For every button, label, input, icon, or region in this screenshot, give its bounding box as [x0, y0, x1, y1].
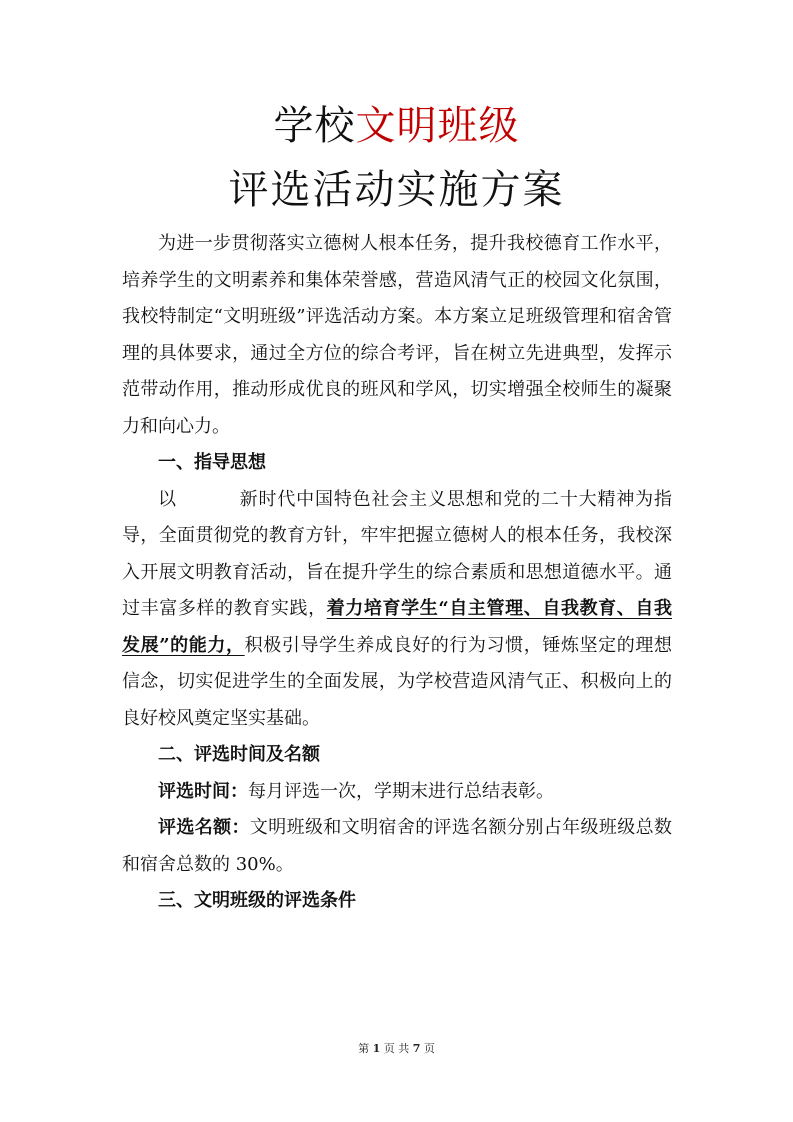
section1-part1: 新时代中国特色社会主义思想和党的二十大精神为指导，全面贯彻党的教育方针，牢牢把握立德树人的根本任务，我校深入开展文明教育活动，旨在提升学生的综合素质和思想道德水平。通过丰富多样的教育实践，: [122, 488, 673, 619]
section1-part2: 积极引导学生养成良好的行为习惯，锤炼坚定的理想信念，切实促进学生的全面发展，为学校营造风清气正、积极向上的良好校风奠定坚实基础。: [122, 634, 673, 729]
title-black-part: 学校: [273, 103, 356, 149]
section3-heading: 三、文明班级的评选条件: [158, 890, 356, 911]
document-title-line1: [0, 100, 793, 152]
footer-page-number: 1: [372, 1042, 381, 1055]
section1-underlined-text: 着力培育学生“自主管理、自我教育、自我发展”的能力，: [122, 598, 673, 656]
selection-time-label: 评选时间：: [158, 780, 248, 802]
footer-total-pages: 7: [412, 1042, 421, 1055]
section1-paragraph: [122, 482, 672, 738]
footer-suffix: 页: [423, 1042, 435, 1055]
section2-heading: 二、评选时间及名额: [158, 744, 320, 765]
document-title-line2: 评选活动实施方案: [228, 167, 565, 213]
section1-heading: 一、指导思想: [158, 452, 266, 473]
selection-quota-paragraph: [122, 810, 672, 883]
footer-prefix: 第: [358, 1042, 370, 1055]
title-red-part: 文明班级: [355, 103, 520, 149]
footer-mid: 页 共: [383, 1042, 410, 1055]
selection-time-paragraph: [122, 774, 672, 811]
selection-quota-label: 评选名额：: [158, 817, 250, 838]
document-body: [122, 226, 672, 920]
section1-lead: 以: [158, 488, 177, 510]
selection-time-text: 每月评选一次，学期末进行总结表彰。: [248, 780, 554, 802]
selection-quota-text: 文明班级和文明宿舍的评选名额分别占年级班级总数和宿舍总数的 30%。: [122, 817, 673, 875]
intro-paragraph: 为进一步贯彻落实立德树人根本任务，提升我校德育工作水平，培养学生的文明素养和集体荣誉感，营造风清气正的校园文化氛围，我校特制定“文明班级”评选活动方案。本方案立足班级管理和宿舍管理的具体要求，通过全方位的综合考评，旨在树立先进典型，发挥示范带动作用，推动形成优良的班风和学风，切实增强全校师生的凝聚力和向心力。: [122, 233, 672, 437]
page-footer: [0, 1040, 793, 1056]
